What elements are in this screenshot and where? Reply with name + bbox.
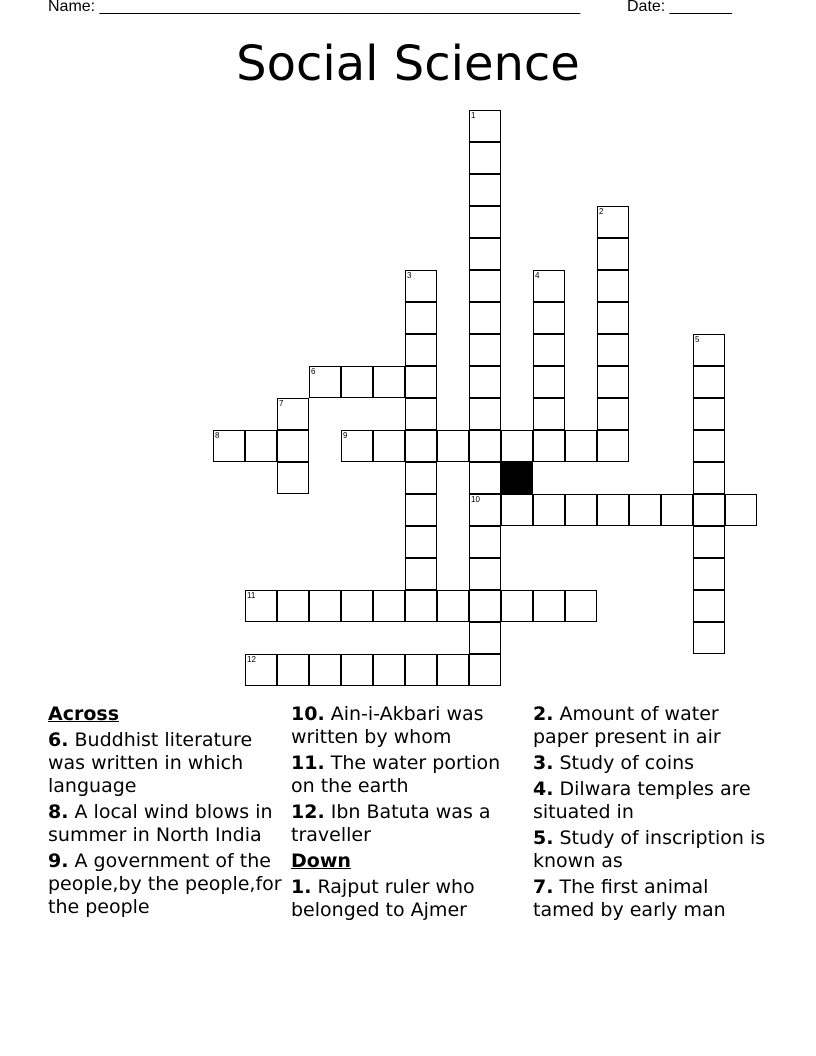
grid-cell[interactable] xyxy=(469,462,501,494)
grid-cell[interactable] xyxy=(469,654,501,686)
grid-cell[interactable] xyxy=(693,494,725,526)
grid-cell[interactable] xyxy=(597,398,629,430)
grid-cell[interactable] xyxy=(597,238,629,270)
grid-cell[interactable] xyxy=(437,590,469,622)
grid-cell[interactable] xyxy=(469,366,501,398)
grid-cell[interactable] xyxy=(341,430,373,462)
grid-cell[interactable] xyxy=(213,430,245,462)
grid-cell[interactable] xyxy=(693,398,725,430)
grid-cell[interactable] xyxy=(469,206,501,238)
grid-cell[interactable] xyxy=(277,398,309,430)
grid-cell[interactable] xyxy=(533,590,565,622)
grid-cell[interactable] xyxy=(533,494,565,526)
clue-down-7 xyxy=(533,876,769,922)
grid-cell[interactable] xyxy=(405,462,437,494)
clue-number: 2. xyxy=(533,703,554,725)
clue-number: 12. xyxy=(291,801,325,823)
clue-number: 3. xyxy=(533,752,554,774)
grid-cell[interactable] xyxy=(469,270,501,302)
grid-cell[interactable] xyxy=(565,494,597,526)
grid-cell[interactable] xyxy=(405,398,437,430)
grid-cell[interactable] xyxy=(309,654,341,686)
grid-cell[interactable] xyxy=(597,206,629,238)
clue-text: Dilwara temples are situated in xyxy=(533,778,751,823)
clue-number-label: 5 xyxy=(695,335,700,344)
grid-cell[interactable] xyxy=(469,526,501,558)
grid-cell[interactable] xyxy=(437,654,469,686)
clue-text: The water portion on the earth xyxy=(291,752,501,797)
clue-number-label: 1 xyxy=(471,111,476,120)
grid-cell[interactable] xyxy=(405,334,437,366)
clue-across-8 xyxy=(48,801,284,847)
clue-number: 5. xyxy=(533,827,554,849)
clue-number-label: 3 xyxy=(407,271,412,280)
grid-cell[interactable] xyxy=(245,430,277,462)
grid-cell[interactable] xyxy=(277,430,309,462)
clue-text: Ain-i-Akbari was written by whom xyxy=(291,703,484,748)
grid-cell[interactable] xyxy=(341,654,373,686)
grid-cell[interactable] xyxy=(693,622,725,654)
name-field-label: Name: ______________________________________________________ xyxy=(48,0,581,15)
grid-cell[interactable] xyxy=(533,302,565,334)
grid-cell[interactable] xyxy=(469,398,501,430)
grid-cell[interactable] xyxy=(405,430,437,462)
grid-cell[interactable] xyxy=(693,430,725,462)
grid-cell[interactable] xyxy=(693,590,725,622)
grid-cell[interactable] xyxy=(533,270,565,302)
grid-cell[interactable] xyxy=(693,526,725,558)
grid-cell[interactable] xyxy=(469,494,501,526)
grid-cell[interactable] xyxy=(629,494,661,526)
grid-cell[interactable] xyxy=(533,334,565,366)
grid-cell[interactable] xyxy=(469,334,501,366)
clue-number-label: 6 xyxy=(311,367,316,376)
grid-cell[interactable] xyxy=(405,654,437,686)
clue-number-label: 10 xyxy=(471,495,480,504)
clue-across-10 xyxy=(291,703,521,749)
down-heading: Down xyxy=(291,850,351,872)
grid-cell[interactable] xyxy=(405,526,437,558)
clue-number-label: 12 xyxy=(247,655,256,664)
clue-text: Study of coins xyxy=(559,752,695,774)
grid-cell[interactable] xyxy=(245,654,277,686)
grid-cell[interactable] xyxy=(469,590,501,622)
clue-column-2 xyxy=(291,703,521,925)
grid-cell[interactable] xyxy=(373,654,405,686)
grid-cell[interactable] xyxy=(533,430,565,462)
clue-number: 4. xyxy=(533,778,554,800)
clue-across-11 xyxy=(291,752,521,798)
grid-cell[interactable] xyxy=(469,430,501,462)
clue-text: The first animal tamed by early man xyxy=(533,876,726,921)
clue-text: Buddhist literature was written in which language xyxy=(48,729,253,797)
grid-cell[interactable] xyxy=(597,494,629,526)
clue-across-12 xyxy=(291,801,521,847)
clue-text: Study of inscription is known as xyxy=(533,827,766,872)
clue-down-3 xyxy=(533,752,769,775)
clue-number: 10. xyxy=(291,703,325,725)
grid-cell[interactable] xyxy=(469,558,501,590)
clue-number: 8. xyxy=(48,801,69,823)
grid-cell[interactable] xyxy=(725,494,757,526)
black-square xyxy=(501,462,533,494)
grid-cell[interactable] xyxy=(565,430,597,462)
clue-number-label: 7 xyxy=(279,399,284,408)
page-title: Social Science xyxy=(236,36,580,92)
clue-column-1 xyxy=(48,703,284,922)
clue-text: A government of the people,by the people,for the people xyxy=(48,850,282,918)
grid-cell[interactable] xyxy=(597,366,629,398)
clue-text: A local wind blows in summer in North India xyxy=(48,801,273,846)
across-heading: Across xyxy=(48,703,120,725)
grid-cell[interactable] xyxy=(661,494,693,526)
date-field-label: Date: _______ xyxy=(627,0,732,15)
clue-number: 6. xyxy=(48,729,69,751)
grid-cell[interactable] xyxy=(693,462,725,494)
grid-cell[interactable] xyxy=(373,430,405,462)
grid-cell[interactable] xyxy=(405,366,437,398)
grid-cell[interactable] xyxy=(405,590,437,622)
grid-cell[interactable] xyxy=(469,142,501,174)
grid-cell[interactable] xyxy=(501,590,533,622)
clue-number: 11. xyxy=(291,752,325,774)
grid-cell[interactable] xyxy=(469,622,501,654)
clue-text: Amount of water paper present in air xyxy=(533,703,721,748)
grid-cell[interactable] xyxy=(469,302,501,334)
grid-cell[interactable] xyxy=(469,174,501,206)
grid-cell[interactable] xyxy=(277,462,309,494)
grid-cell[interactable] xyxy=(501,494,533,526)
grid-cell[interactable] xyxy=(309,366,341,398)
clue-text: Rajput ruler who belonged to Ajmer xyxy=(291,876,475,921)
grid-cell[interactable] xyxy=(597,430,629,462)
clue-number: 7. xyxy=(533,876,554,898)
clue-column-3 xyxy=(533,703,769,925)
grid-cell[interactable] xyxy=(501,430,533,462)
clue-number: 9. xyxy=(48,850,69,872)
clue-down-1 xyxy=(291,876,521,922)
grid-cell[interactable] xyxy=(597,270,629,302)
clue-down-2 xyxy=(533,703,769,749)
grid-cell[interactable] xyxy=(405,302,437,334)
grid-cell[interactable] xyxy=(533,398,565,430)
grid-cell[interactable] xyxy=(341,590,373,622)
clue-down-5 xyxy=(533,827,769,873)
clue-number-label: 11 xyxy=(247,591,256,600)
grid-cell[interactable] xyxy=(469,238,501,270)
grid-cell[interactable] xyxy=(437,430,469,462)
clue-across-9 xyxy=(48,850,284,919)
grid-cell[interactable] xyxy=(693,366,725,398)
grid-cell[interactable] xyxy=(373,590,405,622)
grid-cell[interactable] xyxy=(309,590,341,622)
grid-cell[interactable] xyxy=(597,302,629,334)
grid-cell[interactable] xyxy=(373,366,405,398)
grid-cell[interactable] xyxy=(693,558,725,590)
clue-number: 1. xyxy=(291,876,312,898)
grid-cell[interactable] xyxy=(341,366,373,398)
grid-cell[interactable] xyxy=(277,654,309,686)
grid-cell[interactable] xyxy=(565,590,597,622)
grid-cell[interactable] xyxy=(405,558,437,590)
grid-cell[interactable] xyxy=(405,270,437,302)
grid-cell[interactable] xyxy=(469,110,501,142)
grid-cell[interactable] xyxy=(245,590,277,622)
clue-number-label: 8 xyxy=(215,431,220,440)
grid-cell[interactable] xyxy=(693,334,725,366)
grid-cell[interactable] xyxy=(405,494,437,526)
clue-down-4 xyxy=(533,778,769,824)
clue-number-label: 2 xyxy=(599,207,604,216)
grid-cell[interactable] xyxy=(277,590,309,622)
grid-cell[interactable] xyxy=(597,334,629,366)
clue-number-label: 4 xyxy=(535,271,540,280)
clue-number-label: 9 xyxy=(343,431,348,440)
grid-cell[interactable] xyxy=(533,366,565,398)
clue-across-6 xyxy=(48,729,284,798)
clue-text: Ibn Batuta was a traveller xyxy=(291,801,491,846)
